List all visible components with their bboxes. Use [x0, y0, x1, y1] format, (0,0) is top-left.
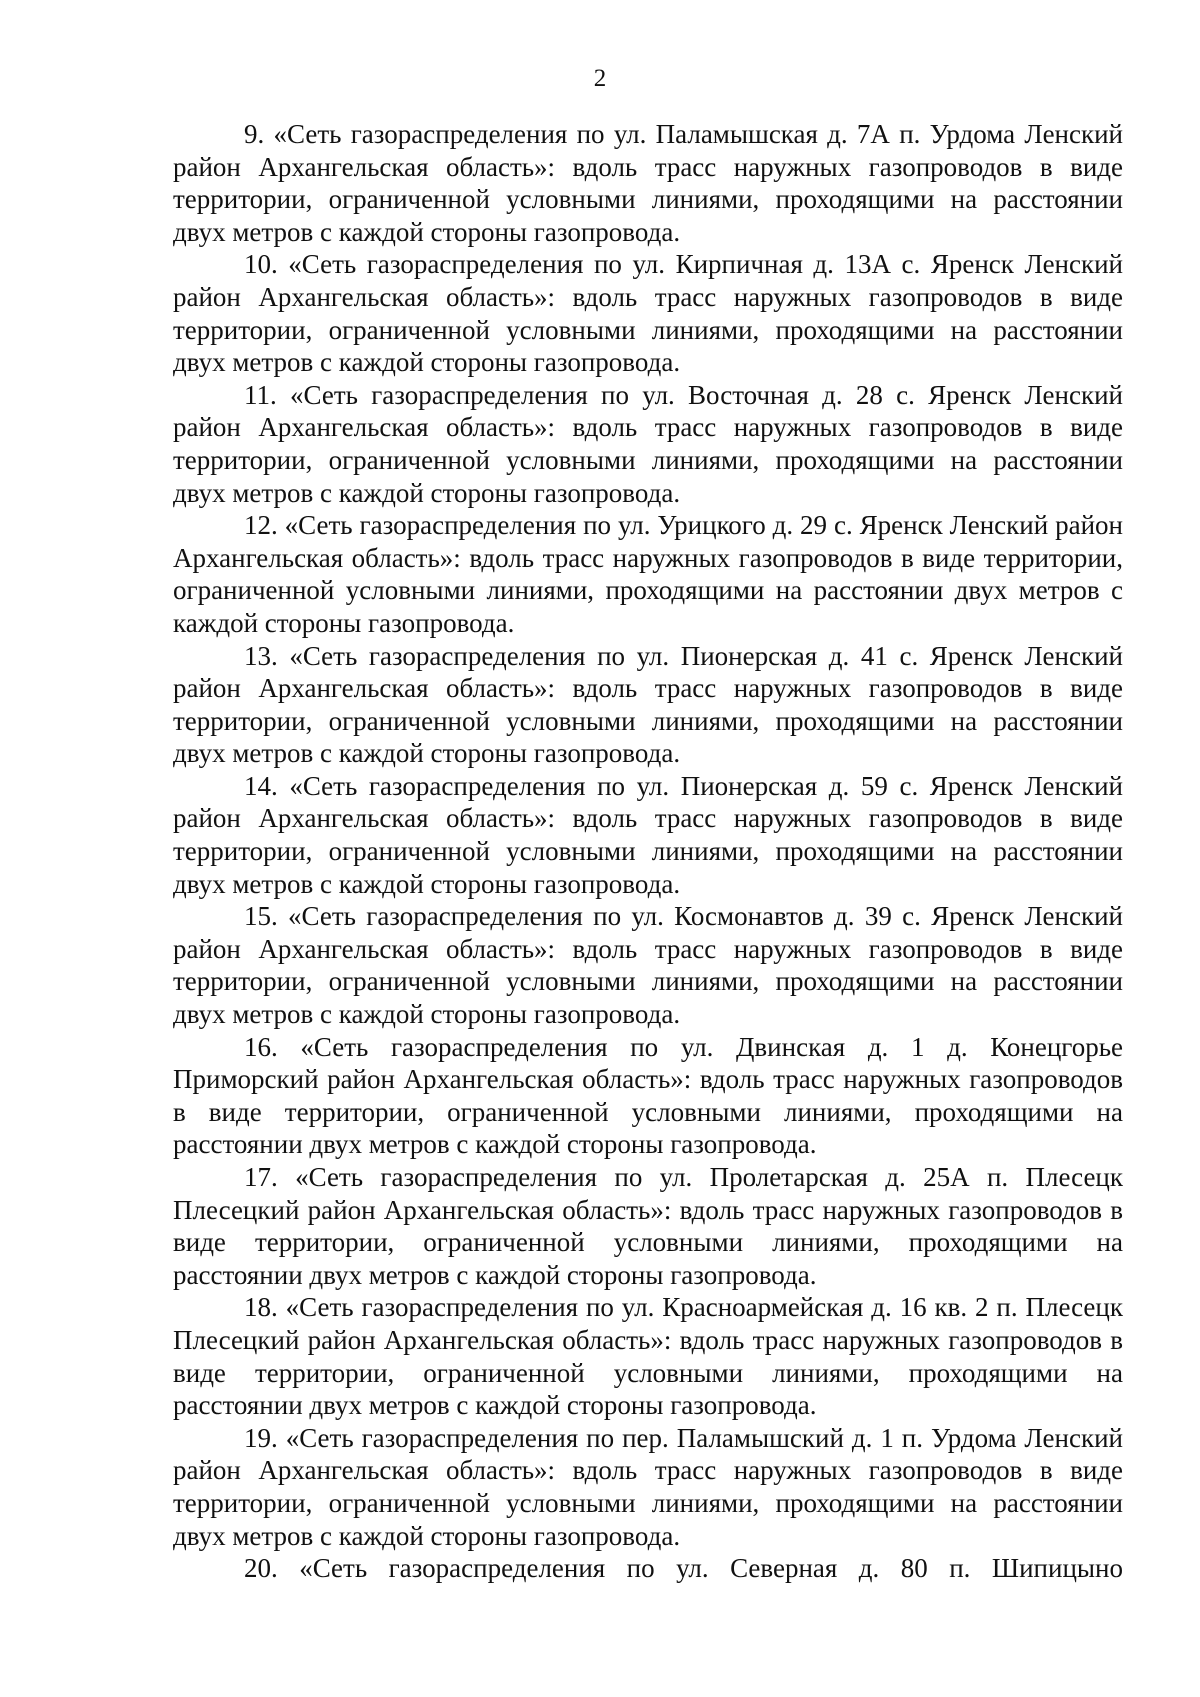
paragraph-item-19: 19. «Сеть газораспределения по пер. Паламышский д. 1 п. Урдома Ленский район Архангельская область»: вдоль трасс наружных газопроводов в виде территории, ограниченной условными линиями, проходящими на расстоянии двух метров с каждой стороны газопровода. — [173, 1422, 1123, 1551]
paragraph-item-14: 14. «Сеть газораспределения по ул. Пионерская д. 59 с. Яренск Ленский район Архангельская область»: вдоль трасс наружных газопроводов в виде территории, ограниченной условными линиями, проходящими на расстоянии двух метров с каждой стороны газопровода. — [173, 770, 1123, 899]
paragraph-item-9: 9. «Сеть газораспределения по ул. Паламышская д. 7А п. Урдома Ленский район Архангельская область»: вдоль трасс наружных газопроводов в виде территории, ограниченной условными линиями, проходящими на расстоянии двух метров с каждой стороны газопровода. — [173, 119, 1123, 247]
paragraph-item-15: 15. «Сеть газораспределения по ул. Космонавтов д. 39 с. Яренск Ленский район Архангельская область»: вдоль трасс наружных газопроводов в виде территории, ограниченной условными линиями, проходящими на расстоянии двух метров с каждой стороны газопровода. — [173, 901, 1123, 1030]
paragraph-item-13: 13. «Сеть газораспределения по ул. Пионерская д. 41 с. Яренск Ленский район Архангельская область»: вдоль трасс наружных газопроводов в виде территории, ограниченной условными линиями, проходящими на расстоянии двух метров с каждой стороны газопровода. — [173, 640, 1123, 769]
paragraph-item-16: 16. «Сеть газораспределения по ул. Двинская д. 1 д. Конецгорье Приморский район Архангельская область»: вдоль трасс наружных газопроводов в виде территории, ограниченной условными линиями, проходящими на расстоянии двух метров с каждой стороны газопровода. — [173, 1031, 1123, 1160]
document-body — [173, 118, 1123, 1585]
page-number: 2 — [593, 65, 607, 92]
paragraph-item-11: 11. «Сеть газораспределения по ул. Восточная д. 28 с. Яренск Ленский район Архангельская область»: вдоль трасс наружных газопроводов в виде территории, ограниченной условными линиями, проходящими на расстоянии двух метров с каждой стороны газопровода. — [173, 379, 1123, 508]
paragraph-item-20: 20. «Сеть газораспределения по ул. Северная д. 80 п. Шипицыно — [244, 1553, 1123, 1584]
paragraph-item-18: 18. «Сеть газораспределения по ул. Красноармейская д. 16 кв. 2 п. Плесецк Плесецкий район Архангельская область»: вдоль трасс наружных газопроводов в виде территории, ограниченной условными линиями, проходящими на расстоянии двух метров с каждой стороны газопровода. — [173, 1292, 1123, 1421]
paragraph-item-12: 12. «Сеть газораспределения по ул. Урицкого д. 29 с. Яренск Ленский район Архангельская область»: вдоль трасс наружных газопроводов в виде территории, ограниченной условными линиями, проходящими на расстоянии двух метров с каждой стороны газопровода. — [173, 510, 1123, 638]
paragraph-item-17: 17. «Сеть газораспределения по ул. Пролетарская д. 25А п. Плесецк Плесецкий район Архангельская область»: вдоль трасс наружных газопроводов в виде территории, ограниченной условными линиями, проходящими на расстоянии двух метров с каждой стороны газопровода. — [173, 1162, 1123, 1290]
paragraph-item-10: 10. «Сеть газораспределения по ул. Кирпичная д. 13А с. Яренск Ленский район Архангельская область»: вдоль трасс наружных газопроводов в виде территории, ограниченной условными линиями, проходящими на расстоянии двух метров с каждой стороны газопровода. — [173, 249, 1123, 378]
